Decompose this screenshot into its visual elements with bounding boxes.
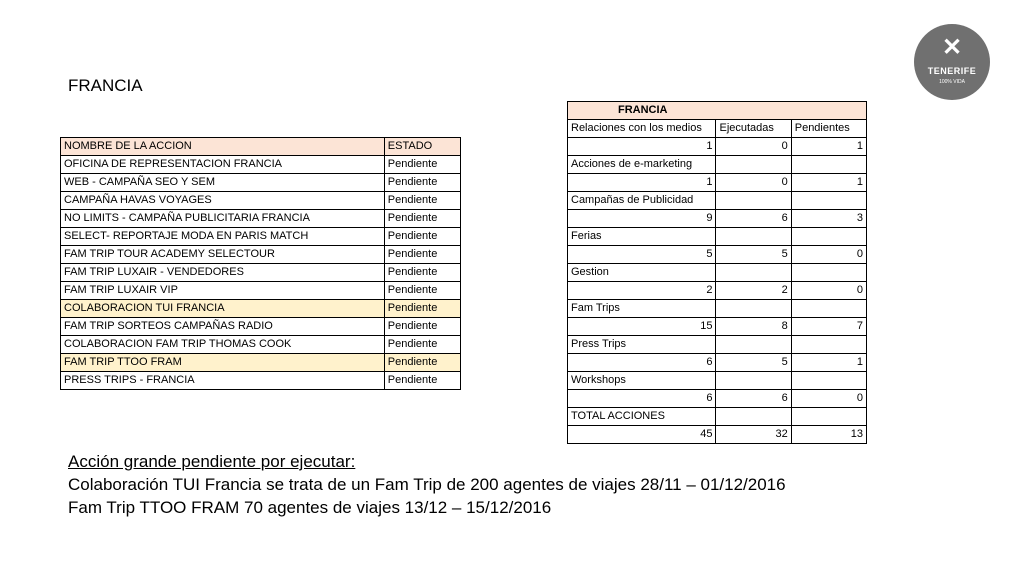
category-label: Workshops	[568, 372, 716, 390]
table-row	[61, 228, 461, 246]
value-executed: 0	[716, 138, 791, 156]
value-total: 1	[568, 174, 716, 192]
empty-cell	[791, 336, 866, 354]
summary-category-row	[568, 336, 867, 354]
summary-values-row	[568, 426, 867, 444]
header-executed: Ejecutadas	[716, 120, 791, 138]
empty-cell	[791, 372, 866, 390]
value-executed: 6	[716, 210, 791, 228]
value-total: 2	[568, 282, 716, 300]
value-pending: 1	[791, 174, 866, 192]
action-name: COLABORACION TUI FRANCIA	[61, 300, 385, 318]
action-status: Pendiente	[384, 282, 460, 300]
action-status: Pendiente	[384, 210, 460, 228]
actions-table	[60, 137, 461, 390]
tenerife-logo	[914, 24, 990, 100]
notes	[68, 450, 786, 519]
empty-cell	[716, 336, 791, 354]
logo-x-icon: ✕	[941, 34, 963, 61]
summary-category-row	[568, 300, 867, 318]
value-pending: 0	[791, 390, 866, 408]
notes-heading: Acción grande pendiente por ejecutar:	[68, 452, 356, 471]
action-status: Pendiente	[384, 336, 460, 354]
category-label: TOTAL ACCIONES	[568, 408, 716, 426]
category-label: Press Trips	[568, 336, 716, 354]
action-status: Pendiente	[384, 174, 460, 192]
summary-values-row	[568, 282, 867, 300]
header-status: ESTADO	[384, 138, 460, 156]
action-name: PRESS TRIPS - FRANCIA	[61, 372, 385, 390]
header-category: Relaciones con los medios	[568, 120, 716, 138]
action-name: WEB - CAMPAÑA SEO Y SEM	[61, 174, 385, 192]
category-label: Fam Trips	[568, 300, 716, 318]
empty-cell	[716, 264, 791, 282]
table-row-highlighted	[61, 354, 461, 372]
actions-header-row	[61, 138, 461, 156]
notes-line-2: Fam Trip TTOO FRAM 70 agentes de viajes 13/12 – 15/12/2016	[68, 498, 552, 517]
action-name: CAMPAÑA HAVAS VOYAGES	[61, 192, 385, 210]
action-status: Pendiente	[384, 192, 460, 210]
table-row-highlighted	[61, 300, 461, 318]
empty-cell	[791, 228, 866, 246]
header-action-name: NOMBRE DE LA ACCION	[61, 138, 385, 156]
empty-cell	[791, 156, 866, 174]
category-label: Gestion	[568, 264, 716, 282]
notes-line-1: Colaboración TUI Francia se trata de un Fam Trip de 200 agentes de viajes 28/11 – 01/12/2016	[68, 475, 786, 494]
summary-header-row	[568, 120, 867, 138]
action-name: FAM TRIP LUXAIR VIP	[61, 282, 385, 300]
value-total: 45	[568, 426, 716, 444]
summary-category-row	[568, 228, 867, 246]
value-total: 1	[568, 138, 716, 156]
summary-values-row	[568, 318, 867, 336]
action-status: Pendiente	[384, 246, 460, 264]
action-status: Pendiente	[384, 300, 460, 318]
empty-cell	[791, 300, 866, 318]
empty-cell	[716, 408, 791, 426]
value-executed: 5	[716, 354, 791, 372]
empty-cell	[716, 228, 791, 246]
summary-category-row	[568, 192, 867, 210]
empty-cell	[791, 192, 866, 210]
action-name: FAM TRIP TTOO FRAM	[61, 354, 385, 372]
value-executed: 0	[716, 174, 791, 192]
category-label: Campañas de Publicidad	[568, 192, 716, 210]
empty-cell	[716, 156, 791, 174]
value-executed: 2	[716, 282, 791, 300]
category-label: Acciones de e-marketing	[568, 156, 716, 174]
summary-category-row	[568, 156, 867, 174]
summary-values-row	[568, 174, 867, 192]
empty-cell	[716, 192, 791, 210]
summary-title-row	[568, 102, 867, 120]
action-name: SELECT- REPORTAJE MODA EN PARIS MATCH	[61, 228, 385, 246]
table-row	[61, 318, 461, 336]
action-name: FAM TRIP TOUR ACADEMY SELECTOUR	[61, 246, 385, 264]
value-pending: 1	[791, 138, 866, 156]
summary-values-row	[568, 354, 867, 372]
empty-cell	[716, 372, 791, 390]
table-row	[61, 192, 461, 210]
action-status: Pendiente	[384, 318, 460, 336]
table-row	[61, 336, 461, 354]
action-name: COLABORACION FAM TRIP THOMAS COOK	[61, 336, 385, 354]
value-total: 6	[568, 354, 716, 372]
action-status: Pendiente	[384, 354, 460, 372]
value-pending: 3	[791, 210, 866, 228]
logo-name: TENERIFE	[927, 66, 977, 76]
action-name: OFICINA DE REPRESENTACION FRANCIA	[61, 156, 385, 174]
summary-category-row	[568, 408, 867, 426]
action-status: Pendiente	[384, 228, 460, 246]
action-name: FAM TRIP LUXAIR - VENDEDORES	[61, 264, 385, 282]
summary-values-row	[568, 138, 867, 156]
value-executed: 5	[716, 246, 791, 264]
table-row	[61, 210, 461, 228]
table-row	[61, 282, 461, 300]
empty-cell	[716, 300, 791, 318]
action-status: Pendiente	[384, 372, 460, 390]
category-label: Ferias	[568, 228, 716, 246]
summary-values-row	[568, 246, 867, 264]
value-pending: 7	[791, 318, 866, 336]
summary-table	[567, 101, 867, 444]
value-total: 9	[568, 210, 716, 228]
page-title: FRANCIA	[68, 76, 143, 95]
value-executed: 32	[716, 426, 791, 444]
value-executed: 6	[716, 390, 791, 408]
table-row	[61, 372, 461, 390]
value-executed: 8	[716, 318, 791, 336]
summary-values-row	[568, 390, 867, 408]
summary-title: FRANCIA	[568, 102, 867, 120]
action-status: Pendiente	[384, 156, 460, 174]
empty-cell	[791, 408, 866, 426]
header-pending: Pendientes	[791, 120, 866, 138]
table-row	[61, 156, 461, 174]
summary-category-row	[568, 264, 867, 282]
value-pending: 13	[791, 426, 866, 444]
value-total: 15	[568, 318, 716, 336]
logo-tagline: 100% VIDA	[939, 79, 965, 85]
table-row	[61, 264, 461, 282]
summary-category-row	[568, 372, 867, 390]
summary-values-row	[568, 210, 867, 228]
table-row	[61, 174, 461, 192]
empty-cell	[791, 264, 866, 282]
value-pending: 0	[791, 246, 866, 264]
value-total: 5	[568, 246, 716, 264]
action-name: FAM TRIP SORTEOS CAMPAÑAS RADIO	[61, 318, 385, 336]
value-pending: 1	[791, 354, 866, 372]
table-row	[61, 246, 461, 264]
action-name: NO LIMITS - CAMPAÑA PUBLICITARIA FRANCIA	[61, 210, 385, 228]
value-total: 6	[568, 390, 716, 408]
value-pending: 0	[791, 282, 866, 300]
action-status: Pendiente	[384, 264, 460, 282]
